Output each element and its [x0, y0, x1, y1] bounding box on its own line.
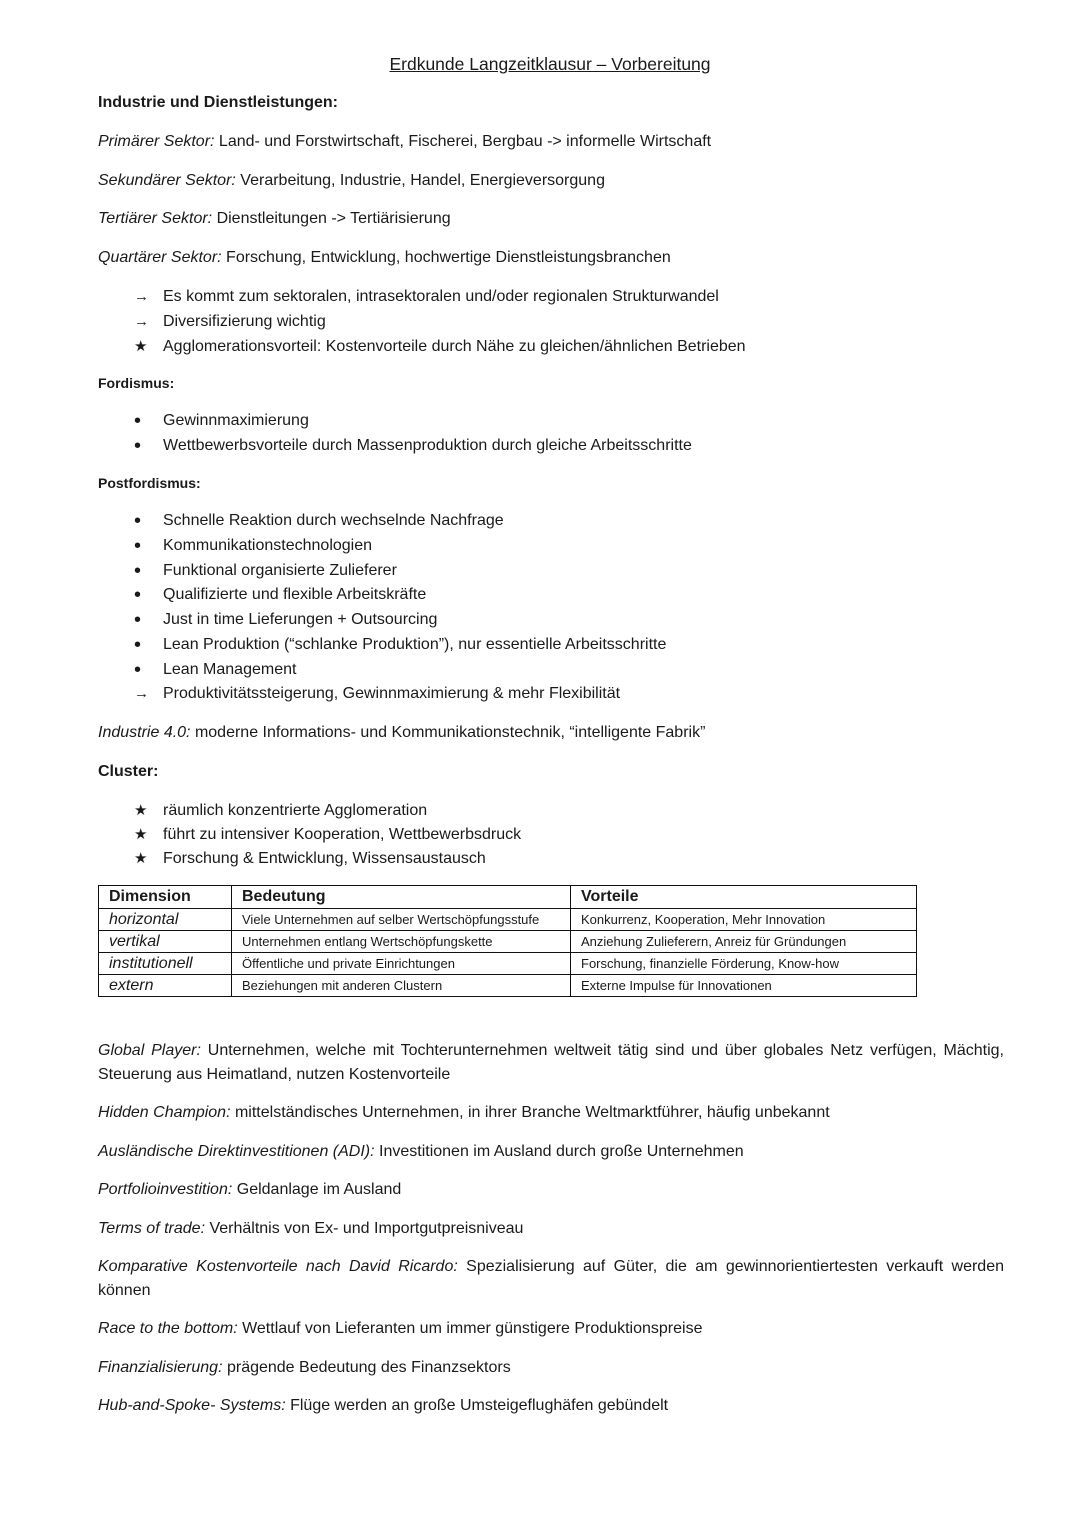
definition-term: Portfolioinvestition:: [98, 1181, 233, 1198]
table-cell: Beziehungen mit anderen Clustern: [232, 975, 571, 997]
list-item: [134, 586, 426, 604]
table-cell: horizontal: [99, 909, 232, 931]
sector-text: Forschung, Entwicklung, hochwertige Dienstleistungsbranchen: [221, 249, 671, 266]
definition-term: Finanzialisierung:: [98, 1359, 223, 1376]
table-cell: Konkurrenz, Kooperation, Mehr Innovation: [571, 909, 917, 931]
section-heading-industrie: Industrie und Dienstleistungen:: [98, 94, 339, 111]
list-item: [134, 801, 427, 820]
table-cell: Forschung, finanzielle Förderung, Know-how: [571, 953, 917, 975]
star-icon: ★: [134, 850, 148, 867]
definition-text: Geldanlage im Ausland: [232, 1181, 402, 1198]
list-item-text: Diversifizierung wichtig: [163, 313, 326, 330]
list-item: [134, 825, 521, 844]
table-row: [99, 909, 917, 931]
definition-terms-of-trade: [98, 1220, 523, 1238]
list-item: [134, 437, 692, 455]
list-item-text: Qualifizierte und flexible Arbeitskräfte: [163, 586, 427, 603]
list-item: [134, 537, 372, 555]
list-item-text: räumlich konzentrierte Agglomeration: [163, 802, 428, 819]
sector-line: [98, 249, 671, 267]
definition-text: moderne Informations- und Kommunikationstechnik, “intelligente Fabrik”: [190, 724, 706, 741]
definition-hidden-champion: [98, 1104, 830, 1122]
table-cell: Öffentliche und private Einrichtungen: [232, 953, 571, 975]
list-item-text: Es kommt zum sektoralen, intrasektoralen und/oder regionalen Strukturwandel: [163, 288, 719, 305]
definition-term: Komparative Kostenvorteile nach David Ricardo:: [98, 1258, 458, 1275]
list-item: [134, 313, 326, 331]
table-cell: Externe Impulse für Innovationen: [571, 975, 917, 997]
list-item: [134, 288, 719, 306]
definition-term: Race to the bottom:: [98, 1320, 238, 1337]
table-cell: Unternehmen entlang Wertschöpfungskette: [232, 931, 571, 953]
definition-text: Spezialisierung auf Güter, die am gewinnorientiertesten verkauft werden können: [98, 1258, 1004, 1299]
definition-adi: [98, 1143, 744, 1161]
bullet-icon: •: [134, 609, 142, 631]
table-cell: Anziehung Zulieferern, Anreiz für Gründungen: [571, 931, 917, 953]
cluster-dimensions-table: [98, 885, 917, 997]
list-item-text: Forschung & Entwicklung, Wissensaustausch: [163, 850, 486, 867]
list-item: [134, 512, 504, 530]
definition-hub-and-spoke: [98, 1397, 668, 1415]
section-heading-cluster: Cluster:: [98, 763, 159, 780]
table-cell: extern: [99, 975, 232, 997]
sector-text: Dienstleitungen -> Tertiärisierung: [212, 210, 451, 227]
definition-term: Hidden Champion:: [98, 1104, 231, 1121]
list-item-text: Produktivitätssteigerung, Gewinnmaximierung & mehr Flexibilität: [163, 685, 621, 702]
table-row: [99, 931, 917, 953]
bullet-icon: •: [134, 435, 142, 457]
table-header: Vorteile: [571, 886, 917, 909]
arrow-right-icon: →: [134, 288, 149, 305]
sector-line: [98, 210, 451, 228]
list-item-text: Funktional organisierte Zulieferer: [163, 562, 397, 579]
list-item-text: Schnelle Reaktion durch wechselnde Nachfrage: [163, 512, 504, 529]
list-item: [134, 412, 309, 430]
table-cell: Viele Unternehmen auf selber Wertschöpfungsstufe: [232, 909, 571, 931]
definition-text: Flüge werden an große Umsteigeflughäfen gebündelt: [285, 1397, 669, 1414]
bullet-icon: •: [134, 410, 142, 432]
list-item: [134, 611, 437, 629]
list-item-text: führt zu intensiver Kooperation, Wettbewerbsdruck: [163, 826, 522, 843]
list-item-text: Kommunikationstechnologien: [163, 537, 373, 554]
list-item: [134, 685, 620, 703]
section-heading-postfordismus: Postfordismus:: [98, 475, 201, 491]
table-row: [99, 975, 917, 997]
definition-term: Hub-and-Spoke- Systems:: [98, 1397, 286, 1414]
definition-term: Industrie 4.0:: [98, 724, 191, 741]
section-heading-fordismus: Fordismus:: [98, 375, 175, 391]
list-item: [134, 636, 666, 654]
list-item: [134, 337, 746, 356]
definition-komparative-kostenvorteile: [98, 1255, 1004, 1303]
definition-finanzialisierung: [98, 1359, 511, 1377]
sector-term: Quartärer Sektor:: [98, 249, 222, 266]
bullet-icon: •: [134, 560, 142, 582]
star-icon: ★: [134, 338, 148, 355]
definition-text: Investitionen im Ausland durch große Unternehmen: [374, 1143, 744, 1160]
definition-industrie40: [98, 724, 705, 742]
bullet-icon: •: [134, 535, 142, 557]
list-item: [134, 849, 486, 868]
arrow-right-icon: →: [134, 685, 149, 702]
sector-term: Tertiärer Sektor:: [98, 210, 213, 227]
definition-race-to-the-bottom: [98, 1320, 702, 1338]
bullet-icon: •: [134, 510, 142, 532]
star-icon: ★: [134, 826, 148, 843]
page-title: Erdkunde Langzeitklausur – Vorbereitung: [389, 54, 711, 74]
bullet-icon: •: [134, 634, 142, 656]
sector-line: [98, 172, 605, 190]
list-item-text: Agglomerationsvorteil: Kostenvorteile durch Nähe zu gleichen/ähnlichen Betrieben: [163, 338, 746, 355]
table-cell: institutionell: [99, 953, 232, 975]
table-header: Dimension: [99, 886, 232, 909]
sector-text: Verarbeitung, Industrie, Handel, Energieversorgung: [235, 172, 605, 189]
sector-line: [98, 133, 711, 151]
definition-text: Wettlauf von Lieferanten um immer günstigere Produktionspreise: [237, 1320, 703, 1337]
definition-term: Global Player:: [98, 1042, 201, 1059]
arrow-right-icon: →: [134, 313, 149, 330]
definition-term: Ausländische Direktinvestitionen (ADI):: [98, 1143, 375, 1160]
list-item-text: Gewinnmaximierung: [163, 412, 309, 429]
definition-text: mittelständisches Unternehmen, in ihrer Branche Weltmarktführer, häufig unbekannt: [230, 1104, 830, 1121]
bullet-icon: •: [134, 584, 142, 606]
table-row: [99, 953, 917, 975]
definition-text: Unternehmen, welche mit Tochterunternehmen weltweit tätig sind und über globales Netz verfügen, Mächtig, Steuerung aus Heimatland, nutzen Kostenvorteile: [98, 1042, 1004, 1083]
definition-global-player: [98, 1039, 1004, 1087]
sector-text: Land- und Forstwirtschaft, Fischerei, Bergbau -> informelle Wirtschaft: [214, 133, 712, 150]
star-icon: ★: [134, 802, 148, 819]
definition-text: prägende Bedeutung des Finanzsektors: [222, 1359, 511, 1376]
list-item-text: Lean Management: [163, 661, 297, 678]
definition-portfolioinvestition: [98, 1181, 401, 1199]
table-header-row: [99, 886, 917, 909]
list-item-text: Just in time Lieferungen + Outsourcing: [163, 611, 438, 628]
definition-term: Terms of trade:: [98, 1220, 206, 1237]
bullet-icon: •: [134, 659, 142, 681]
table-cell: vertikal: [99, 931, 232, 953]
list-item-text: Lean Produktion (“schlanke Produktion”), nur essentielle Arbeitsschritte: [163, 636, 667, 653]
sector-term: Sekundärer Sektor:: [98, 172, 236, 189]
definition-text: Verhältnis von Ex- und Importgutpreisniveau: [205, 1220, 524, 1237]
sector-term: Primärer Sektor:: [98, 133, 215, 150]
list-item: [134, 661, 296, 679]
table-header: Bedeutung: [232, 886, 571, 909]
list-item-text: Wettbewerbsvorteile durch Massenproduktion durch gleiche Arbeitsschritte: [163, 437, 692, 454]
list-item: [134, 562, 397, 580]
